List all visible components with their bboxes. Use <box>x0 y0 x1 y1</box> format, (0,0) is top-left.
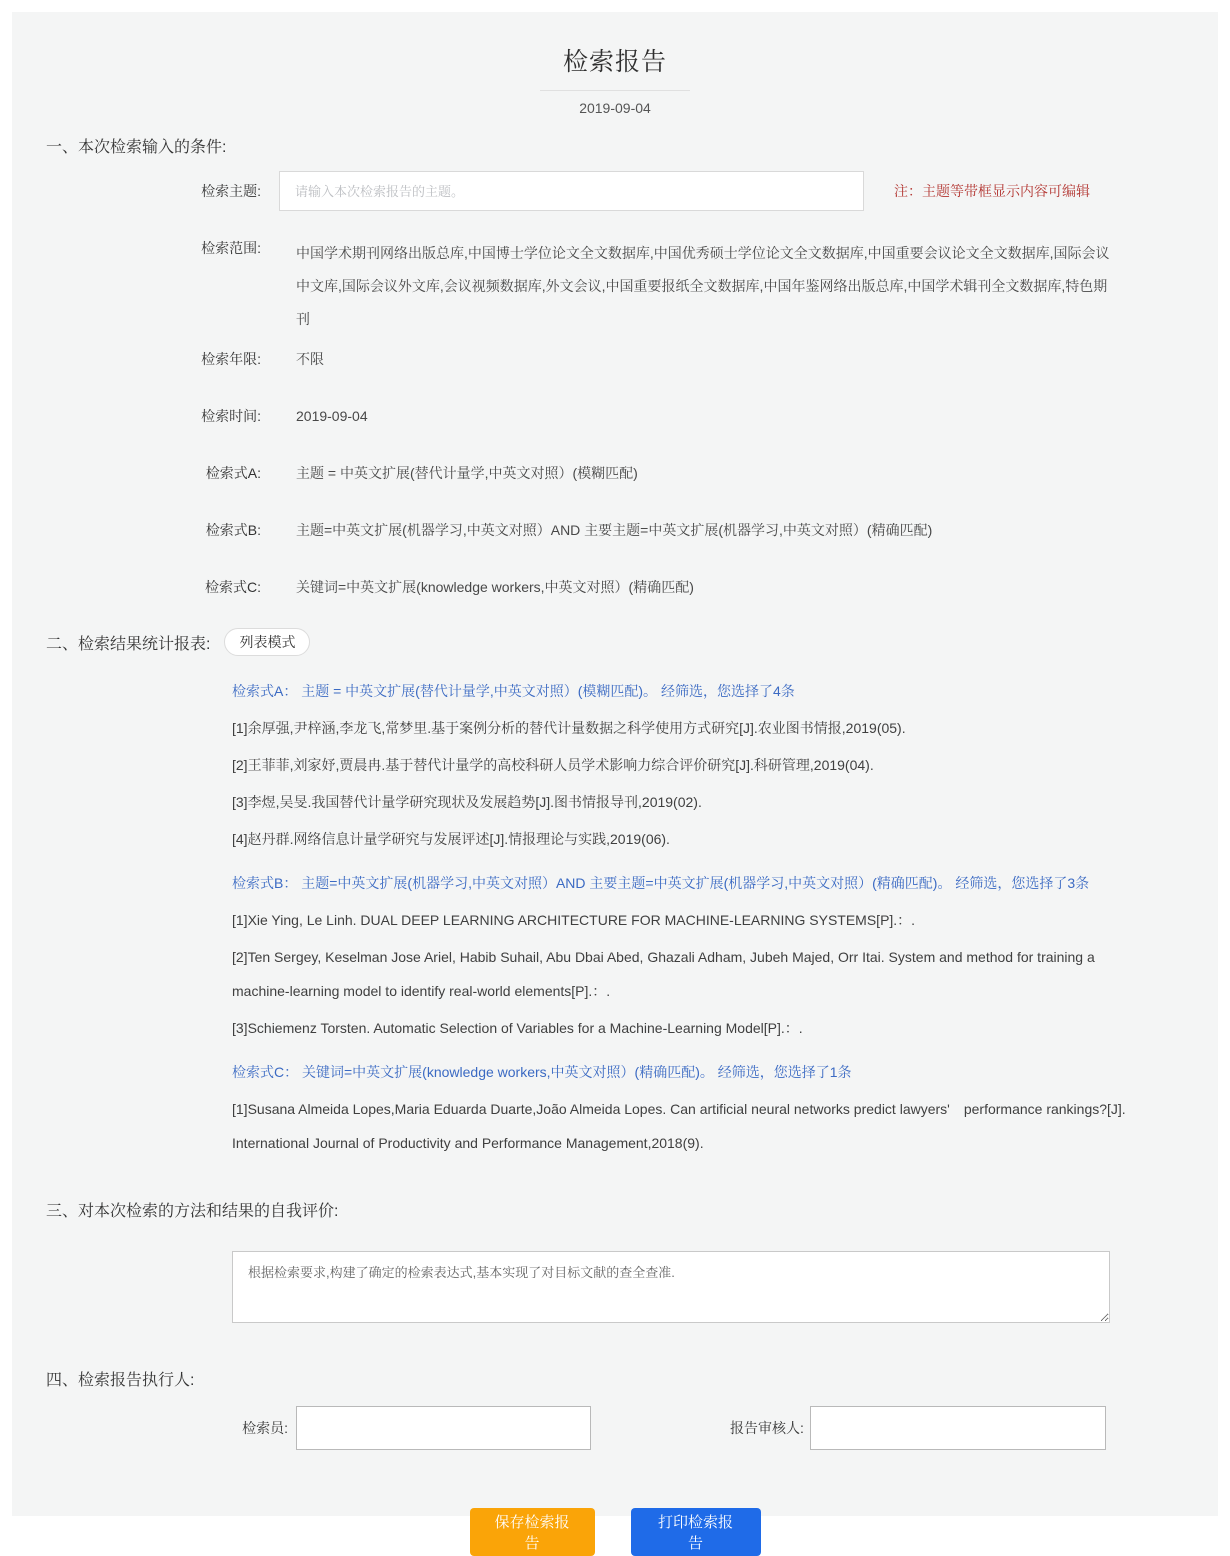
action-buttons <box>12 1508 1218 1556</box>
result-group-c <box>232 1055 1130 1160</box>
result-group-b-header: 检索式B： 主题=中英文扩展(机器学习,中英文对照）AND 主要主题=中英文扩展(机器学习,中英文对照）(精确匹配)。 经筛选，您选择了3条 <box>232 875 1090 891</box>
result-item: [3]李煜,吴旻.我国替代计量学研究现状及发展趋势[J].图书情报导刊,2019(02). <box>232 794 702 810</box>
years-label: 检索年限: <box>201 351 261 367</box>
section1-heading: 一、本次检索输入的条件: <box>46 139 227 156</box>
reviewer-label: 报告审核人: <box>730 1420 804 1436</box>
list-mode-button[interactable]: 列表模式 <box>224 628 310 656</box>
result-group-a <box>232 674 1130 856</box>
save-report-button[interactable]: 保存检索报告 <box>470 1508 595 1556</box>
expression-b-row <box>12 519 1218 541</box>
executors-row <box>12 1406 1218 1450</box>
edit-note: 注：主题等带框显示内容可编辑 <box>894 183 1090 199</box>
scope-value: 中国学术期刊网络出版总库,中国博士学位论文全文数据库,中国优秀硕士学位论文全文数据库,中国重要会议论文全文数据库,国际会议中文库,国际会议外文库,会议视频数据库,外文会议,中国重要报纸全文数据库,中国年鉴网络出版总库,中国学术辑刊全文数据库,特色期刊 <box>296 245 1110 327</box>
result-item: [2]王菲菲,刘家妤,贾晨冉.基于替代计量学的高校科研人员学术影响力综合评价研究[J].科研管理,2019(04). <box>232 757 874 773</box>
searcher-input[interactable] <box>296 1406 591 1450</box>
result-item: [1]余厚强,尹梓涵,李龙飞,常梦里.基于案例分析的替代计量数据之科学使用方式研究[J].农业图书情报,2019(05). <box>232 720 906 736</box>
time-row <box>12 405 1218 427</box>
result-item: [4]赵丹群.网络信息计量学研究与发展评述[J].情报理论与实践,2019(06). <box>232 831 670 847</box>
report-date: 2019-09-04 <box>579 100 651 116</box>
title-divider <box>540 90 690 91</box>
searcher-label: 检索员: <box>242 1420 288 1436</box>
result-group-a-header: 检索式A： 主题 = 中英文扩展(替代计量学,中英文对照）(模糊匹配)。 经筛选，您选择了4条 <box>232 683 795 699</box>
expression-b-label: 检索式B: <box>205 522 261 538</box>
result-item: [1]Xie Ying, Le Linh. DUAL DEEP LEARNING ARCHITECTURE FOR MACHINE-LEARNING SYSTEMS[P].：. <box>232 912 916 928</box>
expression-a-label: 检索式A: <box>205 465 261 481</box>
time-value: 2019-09-04 <box>296 408 368 424</box>
years-row <box>12 348 1218 370</box>
subject-input[interactable] <box>279 171 864 211</box>
report-card <box>12 12 1218 1552</box>
scope-label: 检索范围: <box>201 240 261 256</box>
expression-a-value: 主题 = 中英文扩展(替代计量学,中英文对照）(模糊匹配) <box>296 465 638 481</box>
expression-b-value: 主题=中英文扩展(机器学习,中英文对照）AND 主要主题=中英文扩展(机器学习,中英文对照）(精确匹配) <box>296 522 933 538</box>
result-item: [1]Susana Almeida Lopes,Maria Eduarda Duarte,João Almeida Lopes. Can artificial neural networks predict lawyers' performance rankings?[J]. International Journal of Productivity and Performance Management,2018(9). <box>232 1101 1126 1151</box>
result-group-c-header: 检索式C： 关键词=中英文扩展(knowledge workers,中英文对照）(精确匹配)。 经筛选，您选择了1条 <box>232 1064 852 1080</box>
expression-a-row <box>12 462 1218 484</box>
years-value: 不限 <box>296 351 324 367</box>
result-item: [3]Schiemenz Torsten. Automatic Selection of Variables for a Machine-Learning Model[P].：. <box>232 1020 803 1036</box>
section2-heading-row <box>12 628 1218 656</box>
result-group-b <box>232 866 1130 1045</box>
expression-c-row <box>12 576 1218 598</box>
reviewer-input[interactable] <box>810 1406 1106 1450</box>
section3-heading: 三、对本次检索的方法和结果的自我评价: <box>46 1203 339 1220</box>
expression-c-label: 检索式C: <box>205 579 261 595</box>
expression-c-value: 关键词=中英文扩展(knowledge workers,中英文对照）(精确匹配) <box>296 579 694 595</box>
self-evaluation-textarea[interactable] <box>232 1251 1110 1323</box>
page-title: 检索报告 <box>562 48 667 76</box>
results-list <box>12 674 1218 1160</box>
subject-label: 检索主题: <box>201 183 261 199</box>
result-item: [2]Ten Sergey, Keselman Jose Ariel, Habib Suhail, Abu Dbai Abed, Ghazali Adham, Jubeh Majed, Orr Itai. System and method for training a machine-learning model to identify real-world elements[P].：. <box>232 949 1095 999</box>
section4-heading: 四、检索报告执行人: <box>46 1372 195 1389</box>
section2-heading: 二、检索结果统计报表: <box>46 635 211 653</box>
time-label: 检索时间: <box>201 408 261 424</box>
subject-row <box>12 171 1218 211</box>
scope-row <box>12 237 1218 336</box>
print-report-button[interactable]: 打印检索报告 <box>631 1508 761 1556</box>
